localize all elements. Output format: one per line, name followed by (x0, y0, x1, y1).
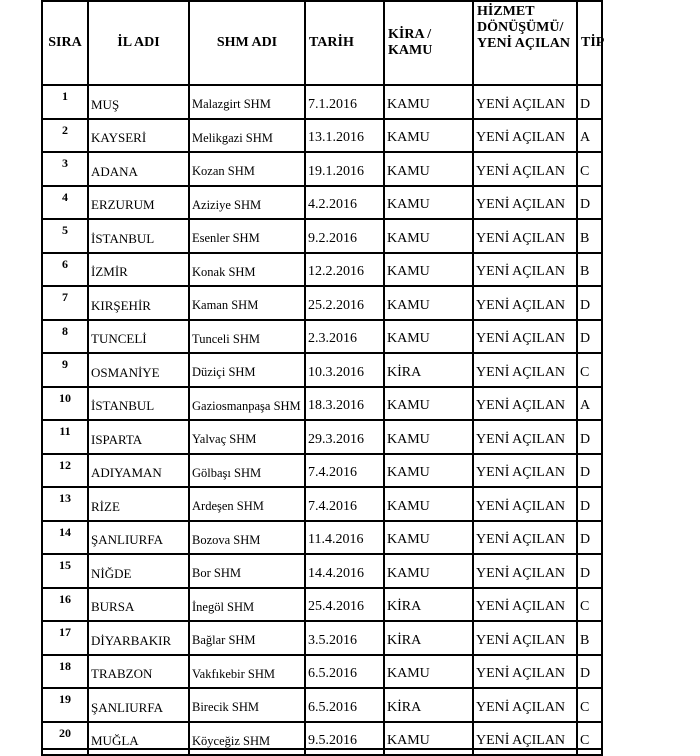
shm-adi-cell: İnegöl SHM (189, 588, 305, 622)
il-adi-cell: İSTANBUL (88, 387, 189, 421)
tarih-cell: 6.5.2016 (305, 655, 384, 689)
table-row (42, 286, 602, 320)
hizmet-cell: YENİ AÇILAN (473, 219, 577, 253)
table-row (42, 487, 602, 521)
il-adi-cell: MUŞ (88, 85, 189, 119)
tip-cell: C (577, 353, 602, 387)
table-row (42, 621, 602, 655)
table-row (42, 420, 602, 454)
tip-cell: D (577, 286, 602, 320)
header-hizmet-line1: HİZMET (477, 4, 535, 19)
hizmet-cell: YENİ AÇILAN (473, 253, 577, 287)
row-number: 14 (42, 521, 88, 555)
table-row (42, 655, 602, 689)
header-il-adi: İL ADI (88, 1, 189, 85)
shm-adi-cell: Gölbaşı SHM (189, 454, 305, 488)
tarih-cell: 29.3.2016 (305, 420, 384, 454)
tip-cell: D (577, 85, 602, 119)
row-number: 11 (42, 420, 88, 454)
row-number: 15 (42, 554, 88, 588)
table-row (42, 152, 602, 186)
row-number: 7 (42, 286, 88, 320)
il-adi-cell: ADANA (88, 152, 189, 186)
il-adi-cell: KAYSERİ (88, 119, 189, 153)
il-adi-cell: İZMİR (88, 253, 189, 287)
tip-cell: C (577, 688, 602, 722)
tip-cell: C (577, 722, 602, 756)
table-row (42, 454, 602, 488)
kira-kamu-cell: KAMU (384, 85, 473, 119)
header-sira: SIRA (42, 1, 88, 85)
tip-cell: A (577, 387, 602, 421)
tarih-cell: 18.3.2016 (305, 387, 384, 421)
kira-kamu-cell: KİRA (384, 621, 473, 655)
il-adi-cell: ISPARTA (88, 420, 189, 454)
tip-cell: A (577, 119, 602, 153)
header-hizmet (473, 1, 577, 85)
header-tarih: TARİH (305, 1, 384, 85)
row-number: 12 (42, 454, 88, 488)
shm-adi-cell: Düziçi SHM (189, 353, 305, 387)
row-number: 3 (42, 152, 88, 186)
tip-cell: D (577, 554, 602, 588)
table-row (42, 521, 602, 555)
tarih-cell: 25.2.2016 (305, 286, 384, 320)
table-row (42, 253, 602, 287)
hizmet-cell: YENİ AÇILAN (473, 85, 577, 119)
kira-kamu-cell: KAMU (384, 320, 473, 354)
tarih-cell: 11.4.2016 (305, 521, 384, 555)
row-number: 19 (42, 688, 88, 722)
hizmet-cell: YENİ AÇILAN (473, 387, 577, 421)
il-adi-cell: KIRŞEHİR (88, 286, 189, 320)
kira-kamu-cell: KAMU (384, 521, 473, 555)
row-number: 20 (42, 722, 88, 756)
table-row (42, 119, 602, 153)
table-row (42, 554, 602, 588)
tip-cell: D (577, 454, 602, 488)
tarih-cell: 19.1.2016 (305, 152, 384, 186)
shm-adi-cell: Vakfıkebir SHM (189, 655, 305, 689)
table-row (42, 186, 602, 220)
kira-kamu-cell: KAMU (384, 554, 473, 588)
tip-cell: B (577, 253, 602, 287)
hizmet-cell: YENİ AÇILAN (473, 521, 577, 555)
header-row (42, 1, 602, 85)
hizmet-cell: YENİ AÇILAN (473, 621, 577, 655)
il-adi-cell: DİYARBAKIR (88, 621, 189, 655)
tarih-cell: 25.4.2016 (305, 588, 384, 622)
il-adi-cell: ŞANLIURFA (88, 521, 189, 555)
row-number: 13 (42, 487, 88, 521)
hizmet-cell: YENİ AÇILAN (473, 186, 577, 220)
tarih-cell: 2.3.2016 (305, 320, 384, 354)
hizmet-cell: YENİ AÇILAN (473, 353, 577, 387)
il-adi-cell: TRABZON (88, 655, 189, 689)
il-adi-cell: MUĞLA (88, 722, 189, 756)
kira-kamu-cell: KAMU (384, 286, 473, 320)
kira-kamu-cell: KAMU (384, 219, 473, 253)
tip-cell: B (577, 219, 602, 253)
table-row (42, 387, 602, 421)
shm-adi-cell: Tunceli SHM (189, 320, 305, 354)
header-hizmet-line3: YENİ AÇILAN (477, 36, 570, 51)
table-row (42, 320, 602, 354)
il-adi-cell: BURSA (88, 588, 189, 622)
row-number: 10 (42, 387, 88, 421)
shm-adi-cell: Birecik SHM (189, 688, 305, 722)
hizmet-cell: YENİ AÇILAN (473, 554, 577, 588)
row-number: 4 (42, 186, 88, 220)
tip-cell: D (577, 320, 602, 354)
row-number: 5 (42, 219, 88, 253)
shm-table (41, 0, 603, 756)
hizmet-cell: YENİ AÇILAN (473, 420, 577, 454)
row-number: 2 (42, 119, 88, 153)
kira-kamu-cell: KAMU (384, 655, 473, 689)
table-body (42, 85, 602, 755)
tip-cell: B (577, 621, 602, 655)
tarih-cell: 9.2.2016 (305, 219, 384, 253)
kira-kamu-cell: KAMU (384, 253, 473, 287)
hizmet-cell: YENİ AÇILAN (473, 152, 577, 186)
header-kira-line2: KAMU (388, 43, 433, 58)
shm-adi-cell: Malazgirt SHM (189, 85, 305, 119)
row-number: 18 (42, 655, 88, 689)
shm-adi-cell: Kozan SHM (189, 152, 305, 186)
kira-kamu-cell: KAMU (384, 152, 473, 186)
tarih-cell: 9.5.2016 (305, 722, 384, 756)
shm-adi-cell: Köyceğiz SHM (189, 722, 305, 756)
shm-adi-cell: Esenler SHM (189, 219, 305, 253)
tarih-cell: 12.2.2016 (305, 253, 384, 287)
tip-cell: C (577, 588, 602, 622)
row-number: 16 (42, 588, 88, 622)
tarih-cell: 7.4.2016 (305, 487, 384, 521)
shm-adi-cell: Bağlar SHM (189, 621, 305, 655)
tarih-cell: 3.5.2016 (305, 621, 384, 655)
kira-kamu-cell: KİRA (384, 353, 473, 387)
kira-kamu-cell: KAMU (384, 119, 473, 153)
tip-cell: D (577, 487, 602, 521)
tip-cell: D (577, 521, 602, 555)
shm-adi-cell: Konak SHM (189, 253, 305, 287)
row-number: 17 (42, 621, 88, 655)
header-shm-adi: SHM ADI (189, 1, 305, 85)
tarih-cell: 14.4.2016 (305, 554, 384, 588)
header-hizmet-line2: DÖNÜŞÜMÜ/ (477, 20, 564, 35)
il-adi-cell: ADIYAMAN (88, 454, 189, 488)
hizmet-cell: YENİ AÇILAN (473, 286, 577, 320)
table-row (42, 353, 602, 387)
shm-adi-cell: Bor SHM (189, 554, 305, 588)
il-adi-cell: ŞANLIURFA (88, 688, 189, 722)
kira-kamu-cell: KİRA (384, 588, 473, 622)
header-kira-kamu (384, 1, 473, 85)
tip-cell: D (577, 655, 602, 689)
header-tip: TİP (577, 1, 602, 85)
tip-cell: D (577, 186, 602, 220)
il-adi-cell: NİĞDE (88, 554, 189, 588)
il-adi-cell: ERZURUM (88, 186, 189, 220)
table-row (42, 588, 602, 622)
hizmet-cell: YENİ AÇILAN (473, 320, 577, 354)
table-row (42, 85, 602, 119)
row-number: 9 (42, 353, 88, 387)
shm-adi-cell: Aziziye SHM (189, 186, 305, 220)
il-adi-cell: RİZE (88, 487, 189, 521)
hizmet-cell: YENİ AÇILAN (473, 688, 577, 722)
kira-kamu-cell: KAMU (384, 387, 473, 421)
tip-cell: C (577, 152, 602, 186)
shm-adi-cell: Kaman SHM (189, 286, 305, 320)
shm-adi-cell: Ardeşen SHM (189, 487, 305, 521)
hizmet-cell: YENİ AÇILAN (473, 454, 577, 488)
kira-kamu-cell: KİRA (384, 688, 473, 722)
tarih-cell: 10.3.2016 (305, 353, 384, 387)
tip-cell: D (577, 420, 602, 454)
tarih-cell: 4.2.2016 (305, 186, 384, 220)
il-adi-cell: İSTANBUL (88, 219, 189, 253)
kira-kamu-cell: KAMU (384, 186, 473, 220)
hizmet-cell: YENİ AÇILAN (473, 119, 577, 153)
hizmet-cell: YENİ AÇILAN (473, 487, 577, 521)
row-number: 6 (42, 253, 88, 287)
tarih-cell: 6.5.2016 (305, 688, 384, 722)
tarih-cell: 7.4.2016 (305, 454, 384, 488)
kira-kamu-cell: KAMU (384, 420, 473, 454)
tarih-cell: 7.1.2016 (305, 85, 384, 119)
il-adi-cell: OSMANİYE (88, 353, 189, 387)
hizmet-cell: YENİ AÇILAN (473, 588, 577, 622)
table-row (42, 219, 602, 253)
shm-adi-cell: Yalvaç SHM (189, 420, 305, 454)
kira-kamu-cell: KAMU (384, 722, 473, 756)
shm-adi-cell: Melikgazi SHM (189, 119, 305, 153)
kira-kamu-cell: KAMU (384, 487, 473, 521)
hizmet-cell: YENİ AÇILAN (473, 655, 577, 689)
shm-adi-cell: Bozova SHM (189, 521, 305, 555)
shm-adi-cell: Gaziosmanpaşa SHM (189, 387, 305, 421)
header-kira-line1: KİRA / (388, 27, 432, 42)
il-adi-cell: TUNCELİ (88, 320, 189, 354)
row-number: 8 (42, 320, 88, 354)
tarih-cell: 13.1.2016 (305, 119, 384, 153)
table-row (42, 688, 602, 722)
table-bottom-edge (41, 748, 603, 750)
kira-kamu-cell: KAMU (384, 454, 473, 488)
row-number: 1 (42, 85, 88, 119)
hizmet-cell: YENİ AÇILAN (473, 722, 577, 756)
